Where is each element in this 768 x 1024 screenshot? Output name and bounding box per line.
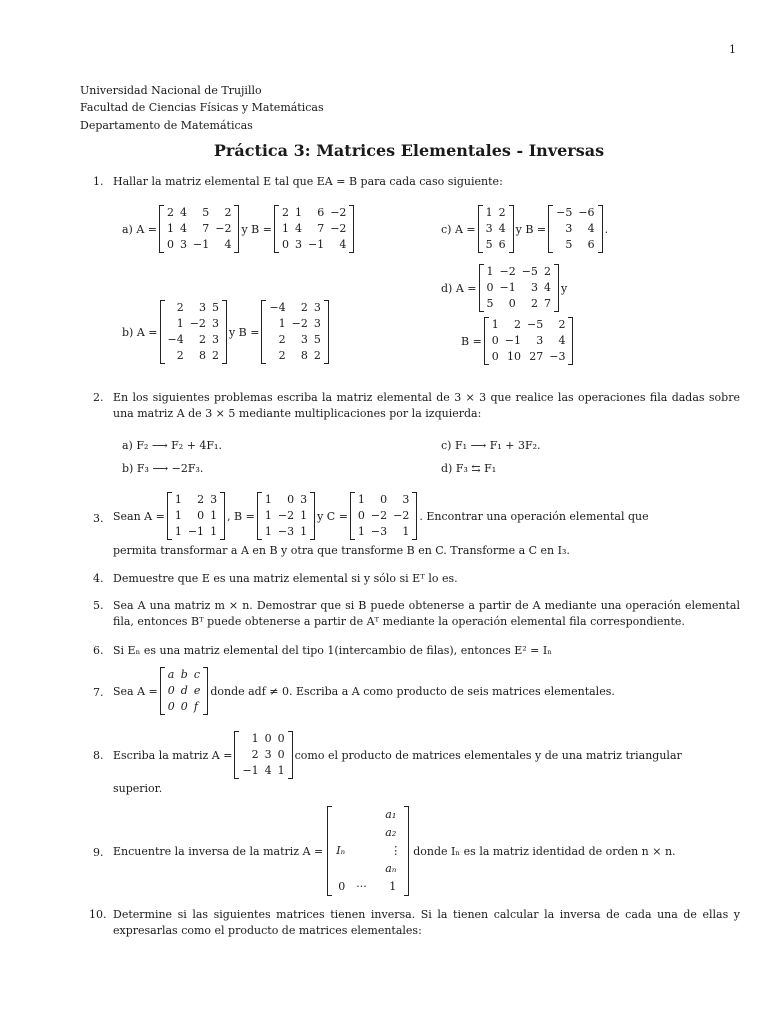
- matrix-entry: 0: [287, 493, 295, 506]
- matrix-entry: 3: [300, 493, 308, 506]
- matrix-row: [489, 349, 569, 365]
- matrix-row: [484, 280, 554, 296]
- matrix-row: [484, 264, 554, 280]
- problem-8-after: como el producto de matrices elementales y de una matriz triangular: [294, 748, 682, 762]
- matrix-row: [165, 348, 222, 364]
- matrix-entry: −5: [521, 265, 538, 278]
- problem-1-number: 1.: [93, 175, 104, 188]
- matrix-entry: −2: [370, 509, 388, 522]
- matrix-entry: −3: [277, 525, 295, 538]
- problem-2b: b) F₃ ⟶ −2F₃.: [122, 462, 204, 475]
- matrix-entry: 0: [281, 238, 289, 251]
- matrix-row: [266, 332, 323, 348]
- matrix-1a-A: [159, 205, 239, 253]
- matrix-entry: 5: [313, 333, 321, 346]
- department-name: Departamento de Matemáticas: [80, 119, 253, 132]
- matrix-entry: 6: [498, 238, 506, 251]
- matrix-entry: 0: [508, 297, 516, 310]
- matrix-7-A: [160, 667, 209, 715]
- matrix-entry: −1: [193, 238, 210, 251]
- matrix-1b-B: [261, 300, 328, 364]
- problem-10-text: Determine si las siguientes matrices tienen inversa. Si la tienen calcular la inversa de cada una de ellas y expresarlas como el producto de matrices elementales:: [113, 908, 740, 937]
- matrix-entry: −1: [499, 281, 516, 294]
- matrix-row: [279, 237, 349, 253]
- matrix-entry: 0: [277, 748, 285, 761]
- problem-2-number: 2.: [93, 391, 104, 404]
- matrix-entry: 2: [278, 333, 286, 346]
- problem-7-number: 7.: [93, 686, 104, 699]
- matrix-entry: 3: [294, 238, 302, 251]
- problem-1b: [122, 300, 331, 364]
- matrix-entry: 3: [402, 493, 410, 506]
- matrix-entry: 0: [491, 334, 499, 347]
- matrix-entry: −2: [330, 222, 347, 235]
- matrix-entry: −5: [527, 318, 544, 331]
- matrix-entry: −2: [277, 509, 295, 522]
- matrix-row: [553, 237, 597, 253]
- matrix-entry: 3: [300, 333, 308, 346]
- matrix-entry: 0: [180, 700, 188, 713]
- problem-1c-label: c) A =: [441, 222, 476, 236]
- matrix-entry: 10: [507, 350, 522, 363]
- matrix-entry: 1: [300, 509, 308, 522]
- matrix-row: [484, 296, 554, 312]
- matrix-entry: 1: [264, 525, 272, 538]
- matrix-entry: b: [180, 668, 188, 681]
- matrix-entry: 1: [174, 509, 182, 522]
- problem-1c-end: .: [604, 222, 609, 236]
- matrix-row: [355, 524, 412, 540]
- matrix-entry: −1: [504, 334, 522, 347]
- matrix-entry: 2: [251, 748, 259, 761]
- problem-1d-label2: B =: [461, 334, 482, 348]
- matrix-entry: 2: [278, 349, 286, 362]
- matrix-3-A: [167, 492, 225, 540]
- problem-8-line: [113, 731, 682, 779]
- matrix-entry: 0: [167, 684, 175, 697]
- matrix-entry: 1: [174, 525, 182, 538]
- matrix-entry: −2: [393, 509, 410, 522]
- matrix-entry: 3: [180, 238, 188, 251]
- matrix-1c-A: [478, 205, 514, 253]
- matrix-entry: 0: [264, 732, 272, 745]
- problem-1a-mid: y B =: [241, 222, 272, 236]
- matrix-row: [165, 300, 222, 316]
- problem-1a-label: a) A =: [122, 222, 158, 236]
- matrix-entry: 2: [176, 349, 184, 362]
- matrix-row: [266, 300, 323, 316]
- matrix-entry: 3: [198, 301, 206, 314]
- problem-10-number: 10.: [89, 908, 107, 921]
- matrix-entry: 0: [357, 509, 365, 522]
- matrix-entry: 5: [485, 238, 493, 251]
- matrix-row: [553, 221, 597, 237]
- matrix-1b-A: [160, 300, 227, 364]
- problem-2d: d) F₃ ⇆ F₁: [441, 462, 497, 475]
- matrix-entry: 1: [210, 525, 218, 538]
- matrix-3-B: [257, 492, 315, 540]
- matrix-entry: 8: [300, 349, 308, 362]
- matrix-entry: 1: [485, 206, 493, 219]
- matrix-entry: −4: [269, 301, 286, 314]
- matrix-entry: −5: [556, 206, 573, 219]
- matrix-entry: 1: [264, 493, 272, 506]
- matrix-body: [483, 205, 509, 253]
- page-title: Práctica 3: Matrices Elementales - Inversas: [213, 141, 605, 160]
- matrix-8-A: [234, 731, 292, 779]
- problem-8-before: Escriba la matriz A =: [113, 748, 233, 762]
- problem-2a: a) F₂ ⟶ F₂ + 4F₁.: [122, 439, 222, 452]
- matrix-row: [553, 205, 597, 221]
- problem-4-text: Demuestre que E es una matriz elemental si y sólo si Eᵀ lo es.: [113, 572, 458, 585]
- matrix-entry: 1: [278, 317, 286, 330]
- matrix-entry: 6: [317, 206, 325, 219]
- matrix-row: [279, 205, 349, 221]
- matrix-entry: 5: [202, 206, 210, 219]
- problem-3-matrices: [113, 492, 649, 540]
- matrix-row: [266, 348, 323, 364]
- matrix-entry: 4: [180, 222, 188, 235]
- matrix-entry: c: [193, 668, 200, 681]
- matrix-row: [172, 508, 220, 524]
- matrix-entry: 5: [486, 297, 494, 310]
- matrix-entry: 4: [294, 222, 302, 235]
- matrix-entry: −2: [330, 206, 347, 219]
- problem-8-line2: superior.: [113, 782, 163, 795]
- matrix-entry: 4: [224, 238, 232, 251]
- matrix-9-a1: a₁: [385, 808, 397, 821]
- matrix-entry: 4: [498, 222, 506, 235]
- matrix-entry: −2: [499, 265, 516, 278]
- matrix-row: [489, 333, 569, 349]
- matrix-entry: 4: [558, 334, 566, 347]
- matrix-row: [262, 508, 310, 524]
- matrix-body: [355, 492, 412, 540]
- matrix-row: [239, 763, 287, 779]
- matrix-entry: 1: [176, 317, 184, 330]
- matrix-row: [266, 316, 323, 332]
- matrix-entry: 3: [536, 334, 544, 347]
- matrix-entry: 2: [498, 206, 506, 219]
- matrix-row: [165, 332, 222, 348]
- matrix-entry: 27: [529, 350, 544, 363]
- matrix-9-zero: 0: [338, 880, 346, 893]
- problem-1d-B: [461, 317, 575, 365]
- matrix-entry: 2: [558, 318, 566, 331]
- matrix-row: [355, 508, 412, 524]
- matrix-entry: 2: [281, 206, 289, 219]
- matrix-body: [165, 300, 222, 364]
- matrix-row: [483, 221, 509, 237]
- matrix-entry: 2: [313, 349, 321, 362]
- problem-3-after: . Encontrar una operación elemental que: [419, 509, 649, 523]
- matrix-entry: 1: [486, 265, 494, 278]
- problem-1d-A: [441, 264, 567, 312]
- matrix-entry: 5: [565, 238, 573, 251]
- matrix-entry: 2: [176, 301, 184, 314]
- matrix-entry: 7: [543, 297, 551, 310]
- matrix-row: [165, 699, 204, 715]
- problem-9-number: 9.: [93, 846, 104, 859]
- matrix-entry: 2: [198, 333, 206, 346]
- matrix-entry: 0: [491, 350, 499, 363]
- matrix-entry: 2: [300, 301, 308, 314]
- problem-3-sean: Sean A =: [113, 509, 165, 523]
- matrix-entry: a: [167, 668, 175, 681]
- matrix-entry: 2: [530, 297, 538, 310]
- problem-1b-mid: y B =: [228, 325, 260, 339]
- matrix-entry: 3: [210, 493, 218, 506]
- matrix-entry: 3: [211, 317, 219, 330]
- matrix-body: [553, 205, 597, 253]
- matrix-entry: −1: [187, 525, 205, 538]
- matrix-entry: −1: [242, 764, 259, 777]
- matrix-body: [279, 205, 349, 253]
- matrix-entry: 2: [224, 206, 232, 219]
- matrix-entry: 4: [264, 764, 272, 777]
- matrix-row: [279, 221, 349, 237]
- matrix-row: [355, 492, 412, 508]
- matrix-entry: −2: [291, 317, 308, 330]
- problem-2c: c) F₁ ⟶ F₁ + 3F₂.: [441, 439, 541, 452]
- matrix-body: [489, 317, 569, 365]
- problem-3-number: 3.: [93, 512, 104, 525]
- matrix-entry: −3: [370, 525, 388, 538]
- matrix-entry: 1: [491, 318, 499, 331]
- matrix-1d-B: [484, 317, 574, 365]
- matrix-body: [172, 492, 220, 540]
- matrix-entry: 1: [402, 525, 410, 538]
- matrix-9-identity: Iₙ: [336, 844, 346, 857]
- matrix-entry: 4: [543, 281, 551, 294]
- matrix-entry: 3: [485, 222, 493, 235]
- matrix-entry: d: [180, 684, 188, 697]
- matrix-entry: −1: [307, 238, 325, 251]
- matrix-entry: 0: [197, 509, 205, 522]
- matrix-body: [484, 264, 554, 312]
- problem-1c-mid: y B =: [515, 222, 547, 236]
- matrix-entry: 2: [197, 493, 205, 506]
- matrix-row: [165, 316, 222, 332]
- matrix-entry: 1: [300, 525, 308, 538]
- matrix-entry: 1: [167, 222, 175, 235]
- matrix-body: [262, 492, 310, 540]
- problem-1b-label: b) A =: [122, 325, 158, 339]
- faculty-name: Facultad de Ciencias Físicas y Matemáticas: [80, 101, 324, 114]
- problem-6-text: Si Eₙ es una matriz elemental del tipo 1(intercambio de filas), entonces E² = Iₙ: [113, 644, 552, 657]
- problem-9-line: [113, 806, 676, 896]
- problem-3-commaB: , B =: [227, 509, 255, 523]
- matrix-entry: 1: [357, 493, 365, 506]
- matrix-row: [262, 524, 310, 540]
- matrix-entry: 1: [174, 493, 182, 506]
- matrix-body: [239, 731, 287, 779]
- problem-8-number: 8.: [93, 749, 104, 762]
- matrix-entry: 0: [167, 700, 175, 713]
- matrix-3-C: [350, 492, 417, 540]
- matrix-entry: 3: [313, 317, 321, 330]
- matrix-1a-B: [274, 205, 354, 253]
- matrix-row: [172, 492, 220, 508]
- matrix-entry: 0: [277, 732, 285, 745]
- problem-9-after: donde Iₙ es la matriz identidad de orden n × n.: [413, 844, 676, 858]
- matrix-entry: −2: [215, 222, 232, 235]
- matrix-row: [483, 205, 509, 221]
- matrix-entry: −2: [189, 317, 206, 330]
- matrix-entry: 7: [317, 222, 325, 235]
- matrix-9-vdots: ⋮: [390, 844, 402, 857]
- problem-7-after: donde adf ≠ 0. Escriba a A como producto de seis matrices elementales.: [210, 684, 615, 698]
- matrix-9-A: [327, 806, 409, 896]
- matrix-entry: 2: [543, 265, 551, 278]
- matrix-9-one: 1: [389, 880, 397, 893]
- problem-1c: [441, 205, 608, 253]
- matrix-row: [239, 731, 287, 747]
- matrix-entry: 3: [565, 222, 573, 235]
- matrix-entry: 0: [486, 281, 494, 294]
- matrix-entry: 1: [281, 222, 289, 235]
- matrix-entry: −6: [578, 206, 595, 219]
- matrix-entry: 1: [210, 509, 218, 522]
- problem-3-line2: permita transformar a A en B y otra que transforme B en C. Transforme a C en I₃.: [113, 544, 570, 557]
- matrix-entry: e: [193, 684, 201, 697]
- matrix-body: [164, 205, 234, 253]
- matrix-entry: 3: [530, 281, 538, 294]
- matrix-body: [266, 300, 323, 364]
- matrix-entry: 3: [313, 301, 321, 314]
- problem-9-before: Encuentre la inversa de la matriz A =: [113, 844, 324, 858]
- problem-1a: [122, 205, 356, 253]
- matrix-entry: 7: [202, 222, 210, 235]
- matrix-entry: 2: [167, 206, 175, 219]
- matrix-9-a2: a₂: [385, 826, 397, 839]
- page-number: 1: [729, 43, 736, 56]
- problem-5-text: Sea A una matriz m × n. Demostrar que si B puede obtenerse a partir de A mediante una operación elemental fila, entonces Bᵀ puede obtenerse a partir de Aᵀ mediante la operación elemental fila correspondiente.: [113, 599, 740, 628]
- matrix-entry: 1: [357, 525, 365, 538]
- matrix-row: [483, 237, 509, 253]
- university-name: Universidad Nacional de Trujillo: [80, 84, 262, 97]
- matrix-entry: 4: [180, 206, 188, 219]
- matrix-row: [165, 667, 204, 683]
- matrix-row: [172, 524, 220, 540]
- matrix-entry: 1: [277, 764, 285, 777]
- matrix-entry: 4: [339, 238, 347, 251]
- problem-1d-label: d) A =: [441, 281, 477, 295]
- matrix-entry: 0: [167, 238, 175, 251]
- problem-6-number: 6.: [93, 644, 104, 657]
- problem-5-number: 5.: [93, 599, 104, 612]
- matrix-row: [165, 683, 204, 699]
- matrix-entry: 4: [587, 222, 595, 235]
- matrix-9-an: aₙ: [385, 862, 397, 875]
- matrix-entry: −4: [167, 333, 184, 346]
- matrix-entry: 5: [211, 301, 219, 314]
- matrix-entry: 1: [294, 206, 302, 219]
- matrix-entry: 2: [514, 318, 522, 331]
- matrix-entry: 1: [251, 732, 259, 745]
- matrix-row: [164, 221, 234, 237]
- matrix-entry: f: [193, 700, 198, 713]
- matrix-row: [164, 205, 234, 221]
- matrix-entry: −3: [549, 350, 566, 363]
- problem-7-line: [113, 667, 615, 715]
- problem-7-sea: Sea A =: [113, 684, 158, 698]
- problem-3-yC: y C =: [317, 509, 348, 523]
- matrix-entry: 3: [264, 748, 272, 761]
- matrix-row: [262, 492, 310, 508]
- matrix-entry: 6: [587, 238, 595, 251]
- problem-2-text: En los siguientes problemas escriba la matriz elemental de 3 × 3 que realice las operaciones fila dadas sobre una matriz A de 3 × 5 mediante multiplicaciones por la izquierda:: [113, 391, 740, 420]
- matrix-1d-A: [479, 264, 559, 312]
- matrix-body: [165, 667, 204, 715]
- matrix-entry: 0: [380, 493, 388, 506]
- matrix-9-dots: ···: [356, 880, 367, 893]
- problem-4-number: 4.: [93, 572, 104, 585]
- matrix-row: [164, 237, 234, 253]
- matrix-entry: 3: [211, 333, 219, 346]
- matrix-1c-B: [548, 205, 602, 253]
- problem-1d-mid: y: [560, 281, 568, 295]
- matrix-entry: 8: [198, 349, 206, 362]
- matrix-row: [239, 747, 287, 763]
- matrix-row: [489, 317, 569, 333]
- matrix-entry: 2: [211, 349, 219, 362]
- matrix-entry: 1: [264, 509, 272, 522]
- problem-1-text: Hallar la matriz elemental E tal que EA = B para cada caso siguiente:: [113, 175, 503, 188]
